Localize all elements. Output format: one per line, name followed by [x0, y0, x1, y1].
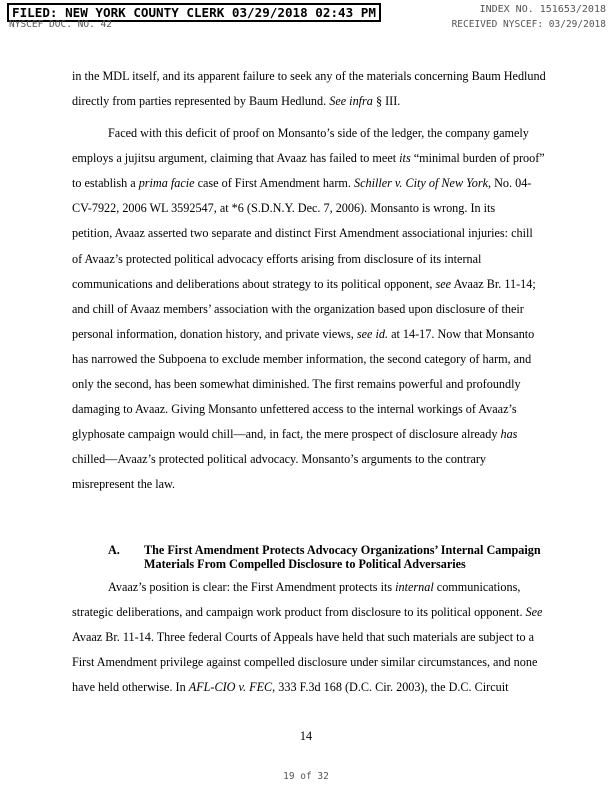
text-line	[72, 200, 495, 216]
text-run: in the MDL itself, and its apparent failure to seek any of the materials concerning Baum Hedlund	[72, 69, 546, 83]
heading-letter: A.	[108, 543, 120, 557]
text-line	[72, 251, 481, 267]
text-run: has narrowed the Subpoena to exclude member information, the second category of harm, and	[72, 351, 532, 366]
italic-run: internal	[395, 580, 434, 594]
text-run: Avaaz Br. 11-14. Three federal Courts of Appeals have held that such materials are subject to a	[72, 630, 535, 645]
text-run: and chill of Avaaz members’ association with the organization based upon disclosure of their	[72, 301, 524, 316]
page-counter: 19 of 32	[283, 771, 329, 782]
text-run: damaging to Avaaz. Giving Monsanto unfettered access to the internal workings of Avaaz’s	[72, 402, 517, 417]
text-line	[72, 476, 175, 492]
italic-run: Schiller v. City of New York	[353, 176, 489, 191]
text-line	[108, 125, 529, 141]
text-line	[72, 93, 400, 109]
text-run: Avaaz Br. 11-14;	[451, 276, 536, 291]
italic-run: its	[399, 151, 411, 166]
italic-run: see id.	[356, 326, 389, 341]
text-line	[72, 351, 531, 367]
text-line	[72, 175, 531, 191]
text-run: Faced with this deficit of proof on Monsanto’s side of the ledger, the company gamely	[108, 126, 529, 140]
italic-run: AFL-CIO v. FEC	[188, 680, 273, 695]
text-line	[72, 426, 517, 442]
index-number: INDEX NO. 151653/2018	[479, 4, 606, 15]
text-line	[72, 68, 546, 84]
text-run: glyphosate campaign would chill—and, in fact, the mere prospect of disclosure already	[72, 427, 501, 442]
text-run: “minimal burden of proof”	[410, 151, 545, 166]
text-run: communications and deliberations about strategy to its political opponent,	[72, 276, 436, 291]
text-run: CV-7922, 2006 WL 3592547, at *6 (S.D.N.Y. Dec. 7, 2006). Monsanto is wrong. In its	[72, 201, 496, 216]
text-line	[72, 326, 534, 342]
text-line	[72, 604, 542, 620]
text-run: strategic deliberations, and campaign work product from disclosure to its political opponent.	[72, 605, 526, 620]
text-run: petition, Avaaz asserted two separate and distinct First Amendment associational injuries: chill	[72, 226, 533, 241]
text-run: of Avaaz’s protected political advocacy efforts arising from disclosure of its internal	[72, 251, 482, 266]
text-line	[72, 451, 486, 467]
text-run: only the second, has been somewhat diminished. The first remains powerful and profoundly	[72, 377, 521, 391]
text-run: personal information, donation history, and private views,	[72, 326, 357, 341]
text-line	[72, 401, 517, 417]
text-run: employs a jujitsu argument, claiming that Avaaz has failed to meet	[72, 151, 400, 166]
italic-run: has	[500, 427, 518, 442]
text-line	[108, 579, 520, 595]
text-run: § III.	[372, 94, 401, 109]
heading-line: The First Amendment Protects Advocacy Organizations’ Internal Campaign	[144, 543, 541, 557]
text-line	[72, 376, 521, 392]
text-run: directly from parties represented by Baum Hedlund.	[72, 94, 330, 109]
text-line	[72, 654, 537, 670]
text-run: First Amendment privilege against compelled disclosure under similar circumstances, and none	[72, 655, 538, 670]
text-line	[72, 150, 545, 166]
italic-run: See	[525, 605, 543, 620]
text-run: case of First Amendment harm.	[194, 176, 354, 191]
text-run: at 14-17. Now that Monsanto	[388, 326, 535, 341]
doc-number: NYSCEF DOC. NO. 42	[9, 19, 112, 30]
italic-run: prima facie	[138, 176, 195, 191]
text-line	[72, 679, 509, 695]
text-line	[72, 225, 533, 241]
page-number: 14	[299, 729, 313, 743]
text-run: misrepresent the law.	[72, 477, 176, 492]
text-line	[72, 629, 534, 645]
text-run: to establish a	[72, 176, 139, 191]
heading-line: Materials From Compelled Disclosure to Political Adversaries	[144, 557, 466, 571]
italic-run: See infra	[329, 94, 373, 109]
text-run: communications,	[433, 580, 521, 594]
text-run: , No. 04-	[488, 176, 532, 191]
text-run: , 333 F.3d 168 (D.C. Cir. 2003), the D.C. Circuit	[272, 680, 509, 695]
text-line	[72, 301, 524, 317]
text-run: chilled—Avaaz’s protected political advocacy. Monsanto’s arguments to the contrary	[72, 452, 487, 467]
filed-stamp: FILED: NEW YORK COUNTY CLERK 03/29/2018 02:43 PM	[7, 3, 381, 22]
italic-run: see	[435, 276, 452, 291]
received-date: RECEIVED NYSCEF: 03/29/2018	[451, 19, 606, 30]
text-run: Avaaz’s position is clear: the First Amendment protects its	[108, 580, 396, 594]
text-run: have held otherwise. In	[72, 680, 189, 695]
text-line	[72, 276, 536, 292]
